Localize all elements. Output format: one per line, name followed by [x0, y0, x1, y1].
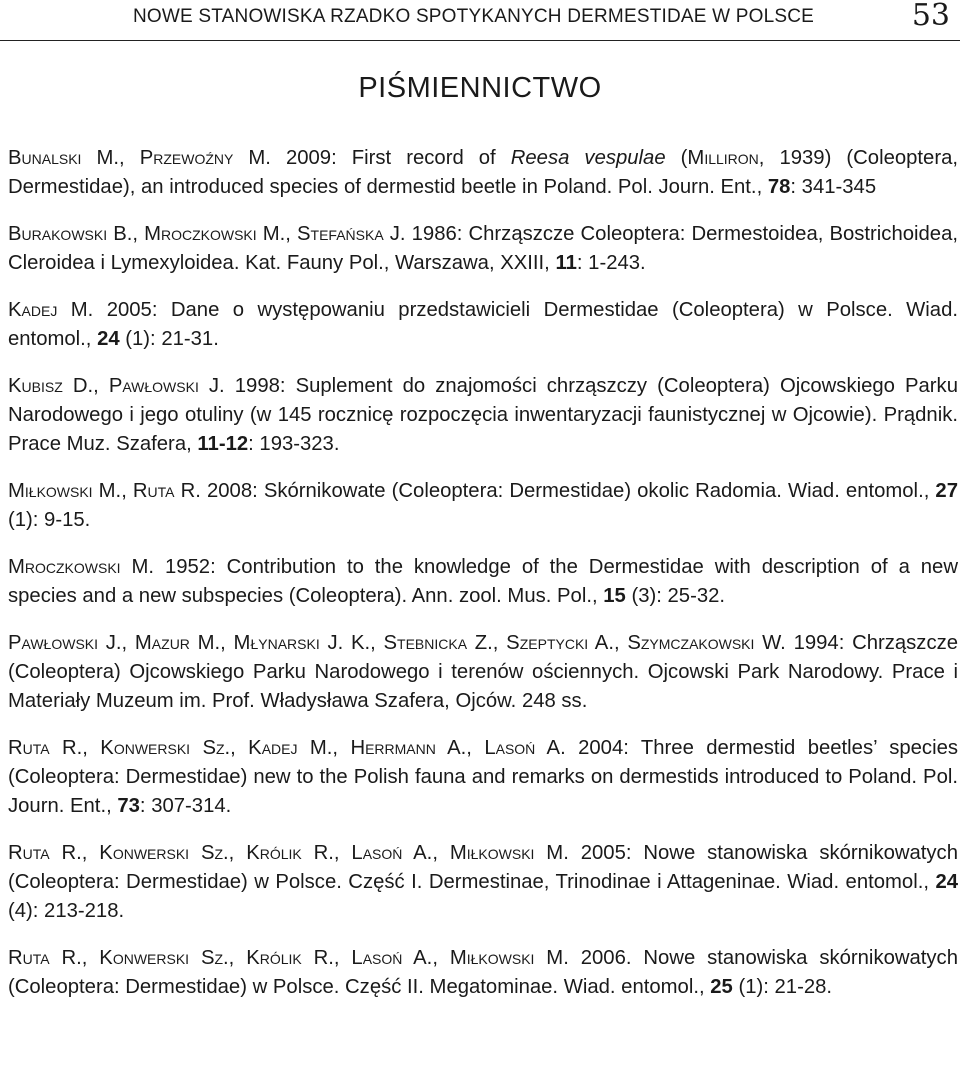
reference-text: 1994: Chrząszcze (Coleoptera) Ojcowskiego Parku Narodowego i terenów ościennych. Ojcowski Park Narodowy. Prace i Materiały Muzeum im. Prof. Władysława Szafera, Ojców. 248 ss.: [8, 632, 959, 712]
reference-item: [8, 144, 958, 202]
species-name: Reesa vespulae: [510, 147, 666, 169]
reference-pages: (3): 25-32.: [625, 585, 726, 607]
reference-authors: Miłkowski M., Ruta R.: [8, 480, 201, 502]
reference-volume: 15: [603, 585, 626, 607]
reference-volume: 27: [935, 480, 958, 502]
reference-authors: Kubisz D., Pawłowski J.: [8, 375, 225, 397]
reference-pages: (1): 21-31.: [119, 328, 219, 350]
reference-pages: : 307-314.: [139, 795, 232, 817]
reference-authors: Pawłowski J., Mazur M., Młynarski J. K., Stebnicka Z., Szeptycki A., Szymczakowski W.: [8, 632, 786, 654]
reference-item: [8, 372, 958, 459]
reference-text: 2006. Nowe stanowiska skórnikowatych (Coleoptera: Dermestidae) w Polsce. Część II. Megatominae. Wiad. entomol.,: [8, 947, 958, 998]
reference-authors: Bunalski M., Przewoźny M.: [8, 147, 271, 169]
reference-authors: Ruta R., Konwerski Sz., Królik R., Lasoń A., Miłkowski M.: [8, 947, 569, 969]
reference-item: [8, 220, 958, 278]
reference-pages: (1): 9-15.: [8, 509, 91, 531]
reference-authors: Ruta R., Konwerski Sz., Kadej M., Herrmann A., Lasoń A.: [8, 737, 566, 759]
taxon-author: Milliron: [687, 147, 759, 169]
reference-authors: Kadej M.: [8, 299, 94, 321]
reference-volume: 24: [97, 328, 120, 350]
reference-item: [8, 839, 958, 926]
reference-volume: 11-12: [197, 433, 249, 455]
running-title: NOWE STANOWISKA RZADKO SPOTYKANYCH DERMESTIDAE W POLSCE: [133, 6, 815, 27]
reference-pages: (4): 213-218.: [8, 900, 125, 922]
reference-item: [8, 296, 958, 354]
reference-text: 2005: Nowe stanowiska skórnikowatych (Coleoptera: Dermestidae) w Polsce. Część I. Dermestinae, Trinodinae i Attageninae. Wiad. entomol.,: [8, 842, 958, 893]
reference-text: 2004: Three dermestid beetles’ species (Coleoptera: Dermestidae) new to the Polish fauna and remarks on dermestids introduced to Poland. Pol. Journ. Ent.,: [8, 737, 958, 817]
reference-pages: : 1-243.: [576, 252, 646, 274]
reference-volume: 25: [710, 976, 733, 998]
reference-text: 1952: Contribution to the knowledge of the Dermestidae with description of a new species and a new subspecies (Coleoptera). Ann. zool. Mus. Pol.,: [8, 556, 958, 607]
reference-volume: 11: [555, 252, 577, 274]
reference-item: [8, 734, 958, 821]
reference-text: 2009: First record of: [270, 147, 511, 169]
reference-volume: 24: [935, 871, 958, 893]
page-number: 53: [911, 0, 950, 33]
reference-volume: 73: [117, 795, 140, 817]
reference-item: [8, 477, 958, 535]
reference-item: [8, 553, 958, 611]
reference-authors: Mroczkowski M.: [8, 556, 155, 578]
reference-text: 1998: Suplement do znajomości chrząszczy (Coleoptera) Ojcowskiego Parku Narodowego i jego otuliny (w 145 rocznicę rozpoczęcia inwentaryzacji faunistycznej w Ojcowie). Prądnik. Prace Muz. Szafera,: [8, 375, 958, 455]
running-header: [0, 0, 960, 41]
reference-text: 1986: Chrząszcze Coleoptera: Dermestoidea, Bostrichoidea, Cleroidea i Lymexyloidea. Kat. Fauny Pol., Warszawa, XXIII,: [8, 223, 958, 274]
reference-authors: Burakowski B., Mroczkowski M., Stefańska J.: [8, 223, 406, 245]
reference-pages: (1): 21-28.: [732, 976, 833, 998]
reference-text: , 1939) (Coleoptera, Dermestidae), an introduced species of dermestid beetle in Poland. Pol. Journ. Ent.,: [8, 147, 958, 198]
reference-authors: Ruta R., Konwerski Sz., Królik R., Lasoń A., Miłkowski M.: [8, 842, 569, 864]
reference-item: [8, 629, 958, 716]
reference-text: 2008: Skórnikowate (Coleoptera: Dermestidae) okolic Radomia. Wiad. entomol.,: [200, 480, 936, 502]
reference-item: [8, 944, 958, 1002]
reference-pages: : 341-345: [790, 176, 877, 198]
reference-text: (: [665, 147, 688, 169]
reference-text: 2005: Dane o występowaniu przedstawicieli Dermestidae (Coleoptera) w Polsce. Wiad. entomol.,: [8, 299, 958, 350]
reference-pages: : 193-323.: [248, 433, 340, 455]
section-title: PIŚMIENNICTWO: [358, 72, 602, 104]
reference-list: [8, 144, 958, 1020]
reference-volume: 78: [767, 176, 791, 198]
